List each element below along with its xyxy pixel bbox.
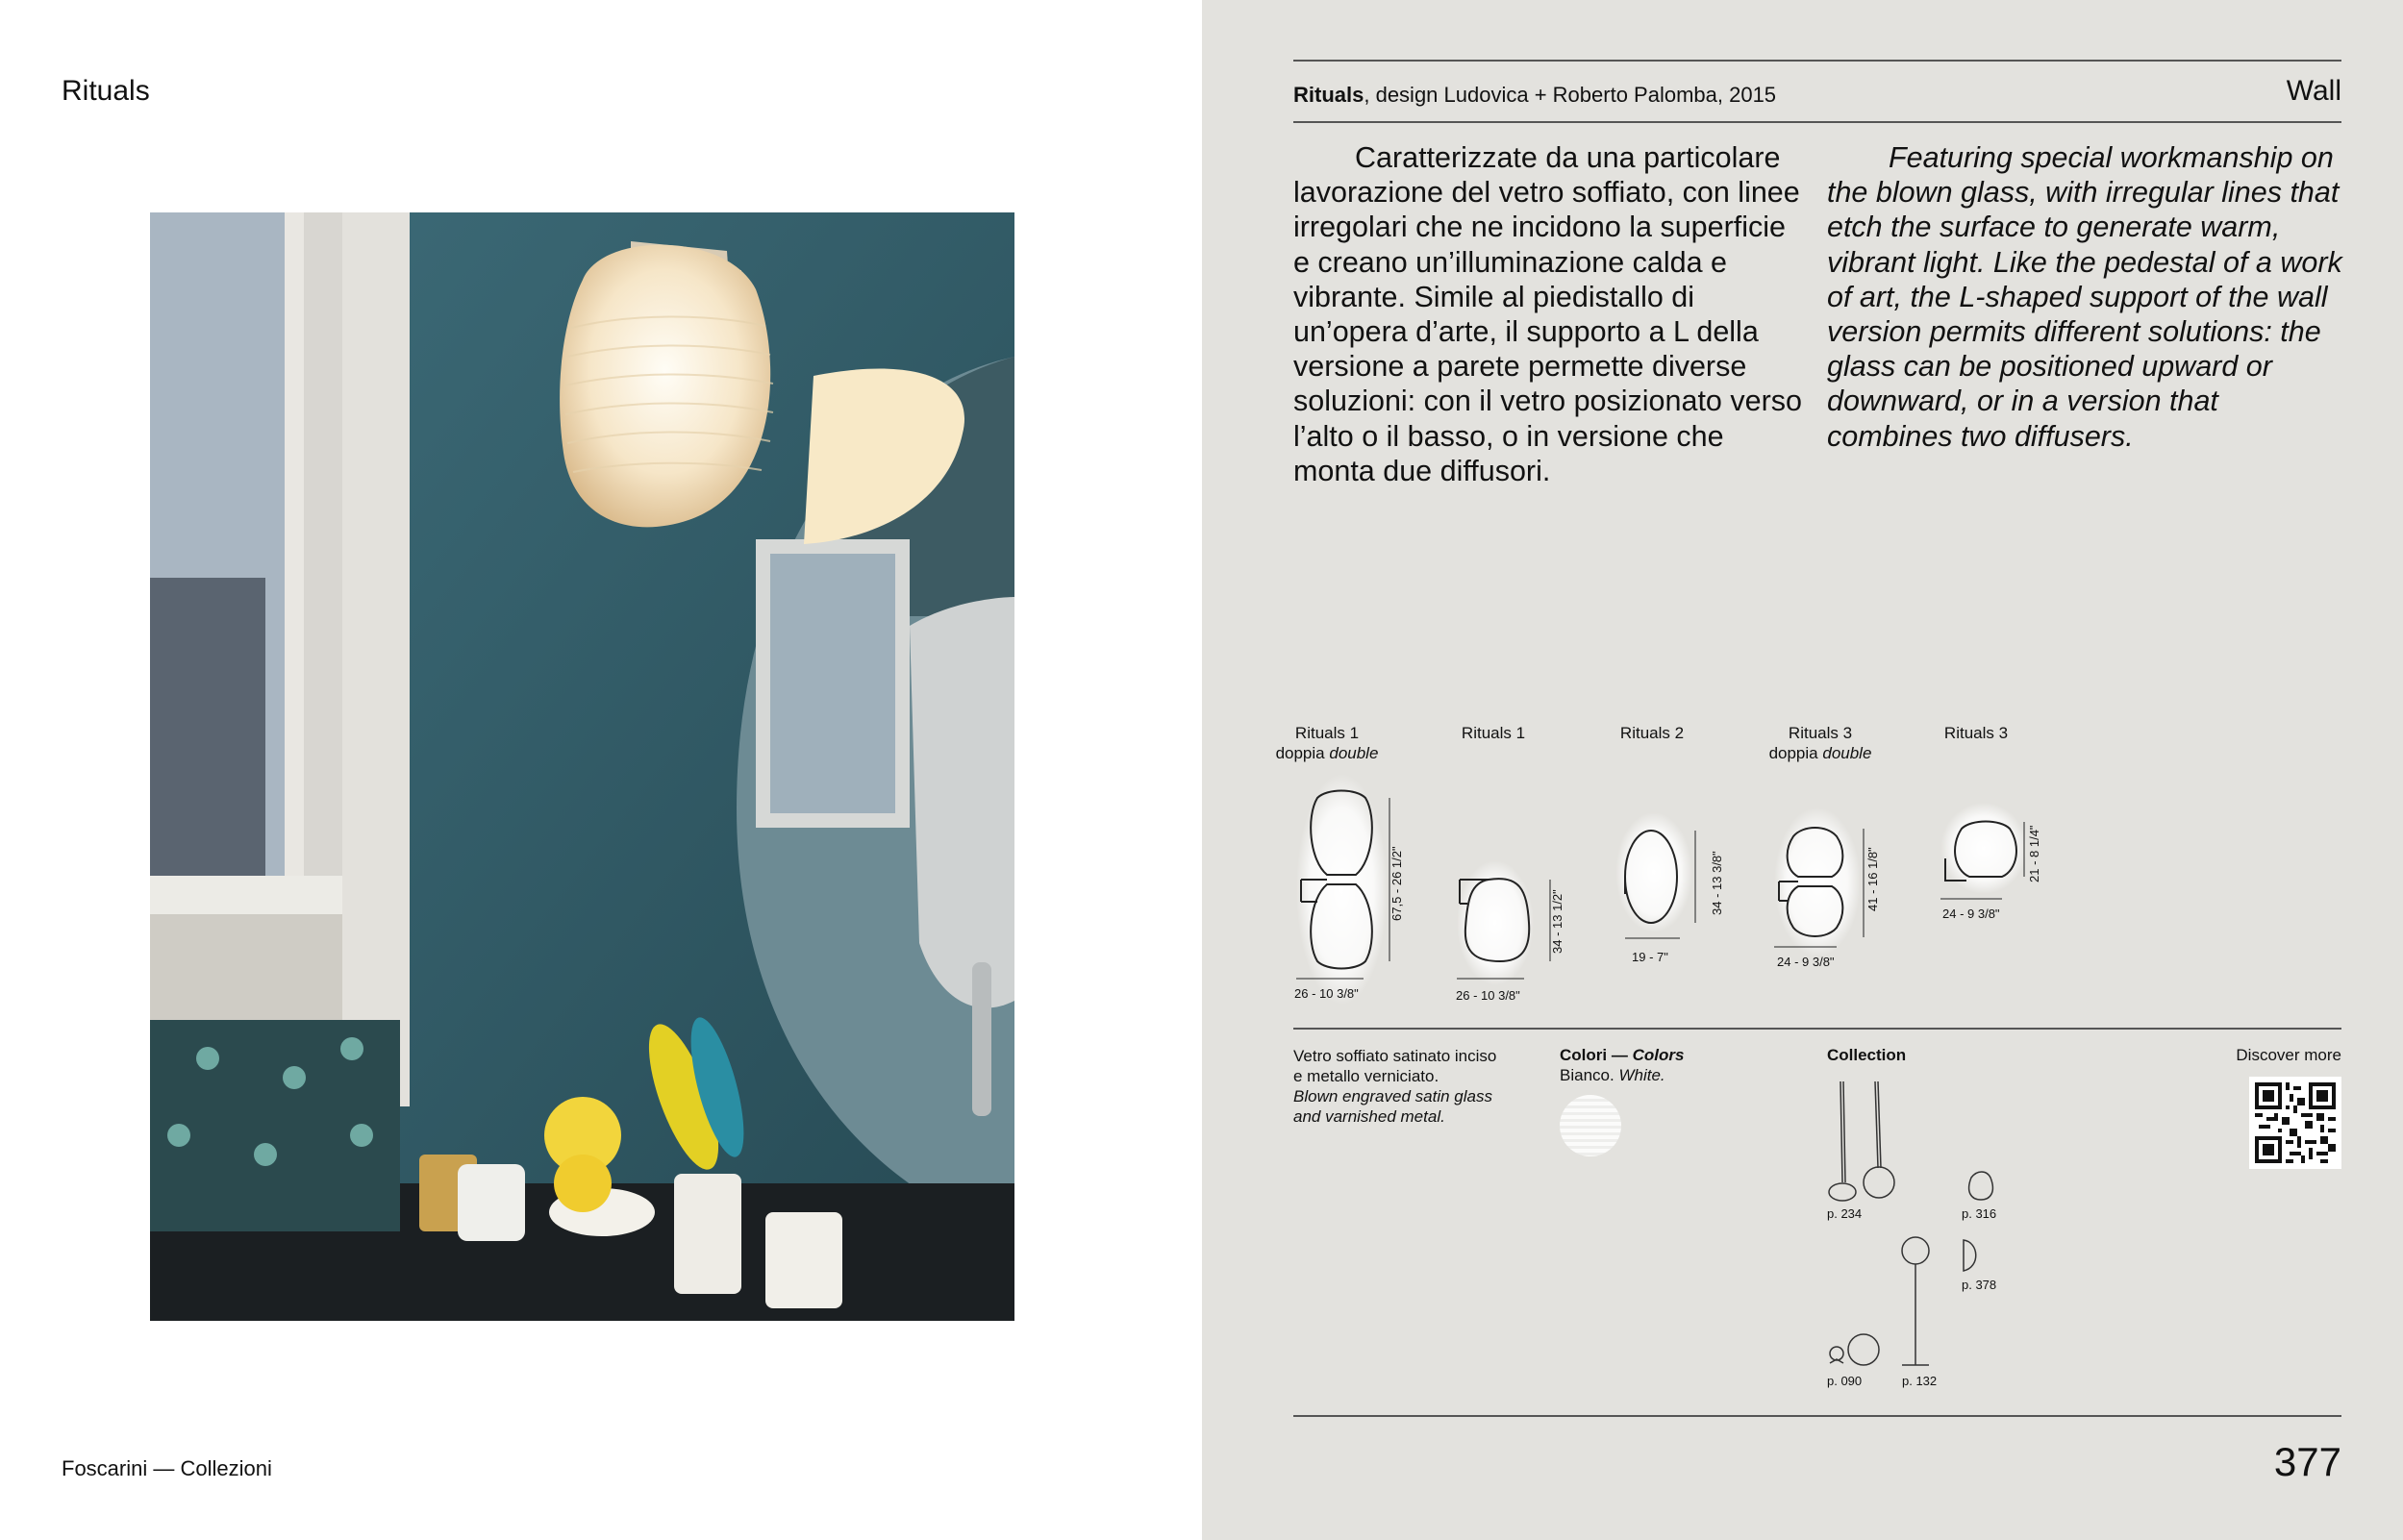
- dimension-width: 19 - 7": [1632, 950, 1668, 964]
- variant-label: Rituals 1: [1461, 724, 1526, 742]
- page-title: Rituals: [62, 75, 150, 107]
- collection-ref[interactable]: p. 316: [1962, 1206, 1997, 1221]
- collection-title: Collection: [1827, 1046, 1907, 1064]
- dimension-width: 26 - 10 3/8": [1294, 986, 1359, 1001]
- dimension-width: 24 - 9 3/8": [1777, 955, 1835, 969]
- variant-drawings: [1202, 0, 2403, 1540]
- right-page: [1202, 0, 2403, 1540]
- dimension-height: 41 - 16 1/8": [1865, 847, 1880, 911]
- footer-publication: Foscarini — Collezioni: [62, 1456, 272, 1480]
- collection-ref[interactable]: p. 132: [1902, 1374, 1938, 1388]
- color-value: Bianco. White.: [1560, 1066, 1665, 1084]
- collection-ref[interactable]: p. 378: [1962, 1278, 1997, 1292]
- dimension-width: 26 - 10 3/8": [1456, 988, 1520, 1003]
- dimension-height: 21 - 8 1/4": [2027, 825, 2041, 882]
- collection-ref[interactable]: p. 090: [1827, 1374, 1863, 1388]
- specs-rule: [1293, 1028, 2341, 1030]
- variant-label: Rituals 3: [1943, 724, 2009, 742]
- category-label: Wall: [2286, 75, 2341, 107]
- color-swatch-white: [1560, 1095, 1621, 1156]
- bottom-rule: [1293, 1415, 2341, 1417]
- description-english: Featuring special workmanship on the blown glass, with irregular lines that etch the surface to generate warm, vibrant light. Like the pedestal of a work of art, the L-shaped support of the wall version permits different solutions: the glass can be positioned upward or downward, or in a version that combines two diffusers.: [1827, 141, 2342, 453]
- design-credit: , design Ludovica + Roberto Palomba, 2015: [1364, 83, 1777, 107]
- page-number: 377: [2273, 1439, 2341, 1484]
- discover-more-label: Discover more: [2236, 1046, 2341, 1064]
- description-italian: Caratterizzate da una particolare lavorazione del vetro soffiato, con linee irregolari che ne incidono la superficie e creano un’illuminazione calda e vibrante. Simile al piedistallo di un’opera d’arte, il supporto a L della versione a parete permette diverse soluzioni: con il vetro posizionato verso l’alto o il basso, o in versione che monta due diffusori.: [1293, 141, 1802, 487]
- dimension-height: 67,5 - 26 1/2": [1389, 846, 1404, 921]
- dimension-height: 34 - 13 1/2": [1550, 889, 1564, 954]
- materials: Vetro soffiato satinato inciso e metallo verniciato. Blown engraved satin glass and varnished metal.: [1293, 1047, 1497, 1126]
- collection-ref[interactable]: p. 234: [1827, 1206, 1863, 1221]
- product-name: Rituals: [1293, 83, 1364, 107]
- variant-label: Rituals 3 doppia double: [1768, 724, 1872, 762]
- dimension-width: 24 - 9 3/8": [1942, 907, 2000, 921]
- variant-label: Rituals 1 doppia double: [1275, 724, 1379, 762]
- product-photo: [150, 212, 1014, 1321]
- colors-title: Colori — Colors: [1560, 1046, 1685, 1064]
- variant-label: Rituals 2: [1619, 724, 1685, 742]
- dimension-height: 34 - 13 3/8": [1710, 851, 1724, 915]
- qr-code-icon[interactable]: [2249, 1077, 2341, 1169]
